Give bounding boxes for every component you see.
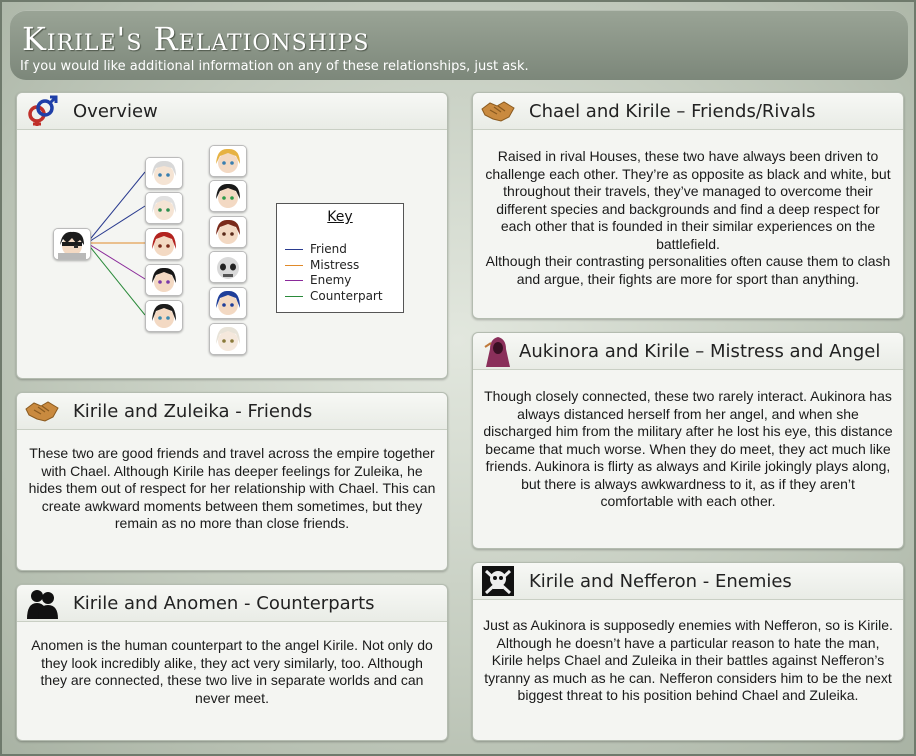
zuleika-panel-header: [17, 393, 447, 430]
zuleika-title: Kirile and Zuleika - Friends: [73, 401, 313, 422]
anomen-panel-header: [17, 585, 447, 622]
portrait-pale-hair: [209, 323, 247, 355]
portrait-dark-hair-1: [145, 264, 183, 296]
key-swatch-counterpart: [285, 296, 303, 297]
key-swatch-enemy: [285, 280, 303, 281]
skull-crossbones-icon: [481, 565, 515, 597]
portrait-white-hair-2: [145, 192, 183, 224]
portrait-black-hair-green-eyes: [209, 180, 247, 212]
nefferon-panel: [472, 562, 904, 741]
portrait-blue-hair: [209, 287, 247, 319]
hooded-figure-icon: [481, 335, 515, 367]
anomen-text: [27, 637, 437, 707]
handshake-icon: [481, 95, 515, 127]
nefferon-text: [483, 617, 893, 705]
chael-panel: [472, 92, 904, 319]
key-swatch-mistress: [285, 265, 303, 266]
chael-title: Chael and Kirile – Friends/Rivals: [529, 101, 816, 122]
kirile-portrait: [53, 228, 91, 260]
portrait-red-hair: [145, 228, 183, 260]
portrait-dark-hair-2: [145, 300, 183, 332]
key-title: Key: [327, 209, 353, 225]
key-label: Counterpart: [310, 289, 383, 303]
overview-title: Overview: [73, 101, 158, 122]
aukinora-panel: [472, 332, 904, 549]
silhouettes-icon: [25, 587, 59, 619]
chael-paragraph-1: Raised in rival Houses, these two have always been driven to challenge each other. They’re as opposite as black and white, but throughout their travels, they’ve managed to overcome their different species and backgrounds and find a deep respect for each other that is founded in their similar experiences on the battlefield.: [485, 148, 891, 252]
aukinora-paragraph: Though closely connected, these two rarely interact. Aukinora has always distanced herself from her angel, and when she discharged him from the military after he lost his eye, this distance became that much worse. When they do meet, they act much like friends. Aukinora is flirty as always and Kirile jokingly plays along, but there is always awkwardness to it, as if they aren’t comfortable with each other.: [483, 388, 893, 509]
key-swatch-friend: [285, 249, 303, 250]
portrait-auburn-hair: [209, 216, 247, 248]
anomen-paragraph: Anomen is the human counterpart to the angel Kirile. Not only do they look incredibly alike, they act very similarly, too. Although they are connected, these two live in separate worlds and can never meet.: [31, 637, 433, 706]
page-subtitle: If you would like additional information on any of these relationships, just ask.: [20, 59, 529, 74]
relationship-key: [276, 203, 404, 313]
anomen-panel: [16, 584, 448, 741]
portrait-blonde: [209, 145, 247, 177]
zuleika-paragraph: These two are good friends and travel across the empire together with Chael. Although Kirile has deeper feelings for Zuleika, he hides them out of respect for her relationship with Chael. This can create awkward moments between them sometimes, but they remain as no more than close friends.: [28, 445, 436, 531]
portrait-white-hair-1: [145, 157, 183, 189]
overview-panel: [16, 92, 448, 379]
key-label: Enemy: [310, 273, 352, 287]
anomen-title: Kirile and Anomen - Counterparts: [73, 593, 375, 614]
zuleika-panel: [16, 392, 448, 571]
chael-panel-header: [473, 93, 903, 130]
aukinora-title: Aukinora and Kirile – Mistress and Angel: [519, 341, 881, 362]
chael-text: [483, 148, 893, 288]
aukinora-text: [483, 388, 893, 511]
key-label: Mistress: [310, 258, 360, 272]
page-header: [10, 10, 908, 80]
key-label: Friend: [310, 242, 347, 256]
page-title: Kirile's Relationships: [22, 20, 370, 58]
zuleika-text: [27, 445, 437, 533]
chael-paragraph-2: Although their contrasting personalities often cause them to clash and argue, their fights are more for sport than anything.: [485, 253, 891, 287]
aukinora-panel-header: [473, 333, 903, 370]
handshake-icon: [25, 395, 59, 427]
nefferon-panel-header: [473, 563, 903, 600]
nefferon-paragraph: Just as Aukinora is supposedly enemies with Nefferon, so is Kirile. Although he doesn’t have a particular reason to hate the man, Kirile helps Chael and Zuleika in their battles against Nefferon’s tyranny as much as he can. Nefferon considers him to be the next biggest threat to his position behind Chael and Zuleika.: [483, 617, 893, 703]
nefferon-title: Kirile and Nefferon - Enemies: [529, 571, 792, 592]
portrait-skull-mask: [209, 251, 247, 283]
